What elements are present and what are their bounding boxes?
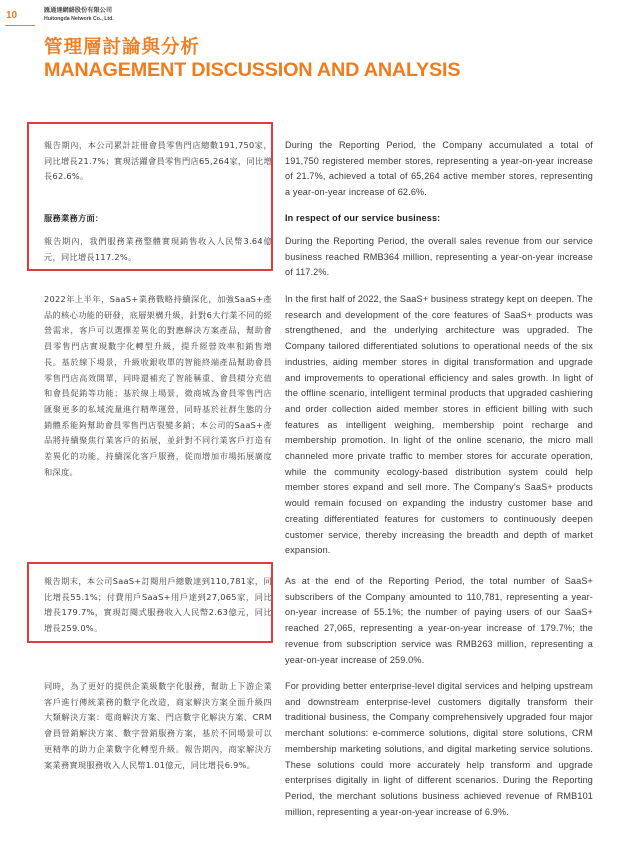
service-business-heading-en: In respect of our service business: <box>285 213 441 223</box>
service-business-heading-cn: 服務業務方面： <box>44 213 104 223</box>
company-name-chinese: 匯通達網絡股份有限公司 <box>44 7 113 14</box>
paragraph-saas-strategy-en: In the first half of 2022, the SaaS+ business strategy kept on deepen. The research and development of the core features of SaaS+ products was strengthened, and the underlying architecture was upgraded. The Company tailored differentiated solutions to operational needs of the six industries, aiding member stores in digital transformation and upgrade and improvements to operational efficiency and sales growth. In light of the offline scenario, intelligent terminal products that upgraded cashiering and order collection aided member stores in efficient billing with such features as intelligent weighing, membership point recharge and membership promotion. In light of the online scenario, the micro mall channeled more private traffic to member stores for accurate operation, while the community ecology-based distribution system could help member stores expand and sell more. The Company’s SaaS+ products would remain focused on expanding the industry customer base and creating differentiated features for customers to continuously deepen customer service, thereby increasing the breadth and depth of market expansion. <box>285 294 593 556</box>
section-title-english: MANAGEMENT DISCUSSION AND ANALYSIS <box>44 59 461 81</box>
paragraph-merchant-solutions-cn: 同時，為了更好的提供企業級數字化服務，幫助上下游企業客戶進行傳統業務的數字化改造，商家解決方案全面升級四大類解決方案：電商解決方案、門店數字化解決方案、CRM會員營銷解決方案、數字營銷服務方案，基於不同場景可以更精準的助力企業數字化轉型升級。報告期內，商家解決方案業務實現服務收入人民幣1.01億元，同比增長6.9%。 <box>44 681 272 770</box>
paragraph-saas-strategy-cn: 2022年上半年，SaaS+業務戰略持續深化，加強SaaS+產品的核心功能的研發，底層架構升級，針對6大行業不同的經營需求，客戶可以選擇差異化的對應解決方案產品，幫助會員零售門店實現數字化轉型升級，提升經營效率和銷售增長。基於線下場景，升級收銀收單的智能終端產品幫助會員零售門店高效開單，同時還補充了智能稱重、會員積分充值和會員促銷等功能；基於線上場景，微商城為會員零售門店匯聚更多的私域流量進行精準運營，同時基於社群生態的分銷體系能夠幫助會員零售門店裂變多銷；本公司的SaaS+產品將持續聚焦行業客戶的拓展，並針對不同行業客戶打造有差異化的功能，持續深化客戶服務，從而增加市場拓展廣度和深度。 <box>44 294 272 477</box>
highlight-box-service-metrics <box>27 122 273 271</box>
paragraph-merchant-solutions-en: For providing better enterprise-level digital services and helping upstream and downstream enterprise-level customers digitally transform their traditional business, the Company comprehensively upgraded four major merchant solutions: e-commerce solutions, digital store solutions, CRM membership marketing solutions, and digital marketing service solutions. These solutions could more accurately help transform and upgrade enterprises digitally in light of different scenarios. During the Reporting Period, the merchant solutions business achieved revenue of RMB101 million, representing a year-on-year increase of 6.9%. <box>285 681 593 817</box>
paragraph-service-revenue-en: During the Reporting Period, the overall sales revenue from our service business reached RMB364 million, representing a year-on-year increase of 117.2%. <box>285 236 593 278</box>
company-name-english: Huitongda Network Co., Ltd. <box>44 16 114 22</box>
paragraph-service-revenue-cn: 報告期內，我們服務業務整體實現銷售收入人民幣3.64億元，同比增長117.2%。 <box>44 236 272 262</box>
paragraph-saas-subscribers-cn: 報告期末，本公司SaaS+訂閱用戶總數達到110,781家，同比增長55.1%；付費用戶SaaS+用戶達到27,065家，同比增長179.7%，實現訂閱式服務收入人民幣2.63億元，同比增長259.0%。 <box>44 576 272 634</box>
paragraph-saas-subscribers-en: As at the end of the Reporting Period, the total number of SaaS+ subscribers of the Company amounted to 110,781, representing a year-on-year increase of 55.1%; the number of paying users of our SaaS+ reached 27,065, representing a year-on-year increase of 179.7%; the revenue from subscription service was RMB263 million, representing a year-on-year increase of 259.0%. <box>285 576 593 665</box>
paragraph-member-stores-en: During the Reporting Period, the Company accumulated a total of 191,750 registered member stores, representing a year-on-year increase of 21.7%, achieved a total of 65,264 active member stores, representing a year-on-year increase of 62.6%. <box>285 140 593 198</box>
header-divider <box>5 25 35 26</box>
company-name <box>44 7 114 23</box>
section-title-chinese: 管理層討論與分析 <box>44 37 201 58</box>
paragraph-member-stores-cn: 報告期內，本公司累計註冊會員零售門店總數191,750家，同比增長21.7%；實現活躍會員零售門店65,264家，同比增長62.6%。 <box>44 140 272 182</box>
highlight-box-saas-metrics <box>27 562 273 643</box>
page-number: 10 <box>6 10 18 21</box>
